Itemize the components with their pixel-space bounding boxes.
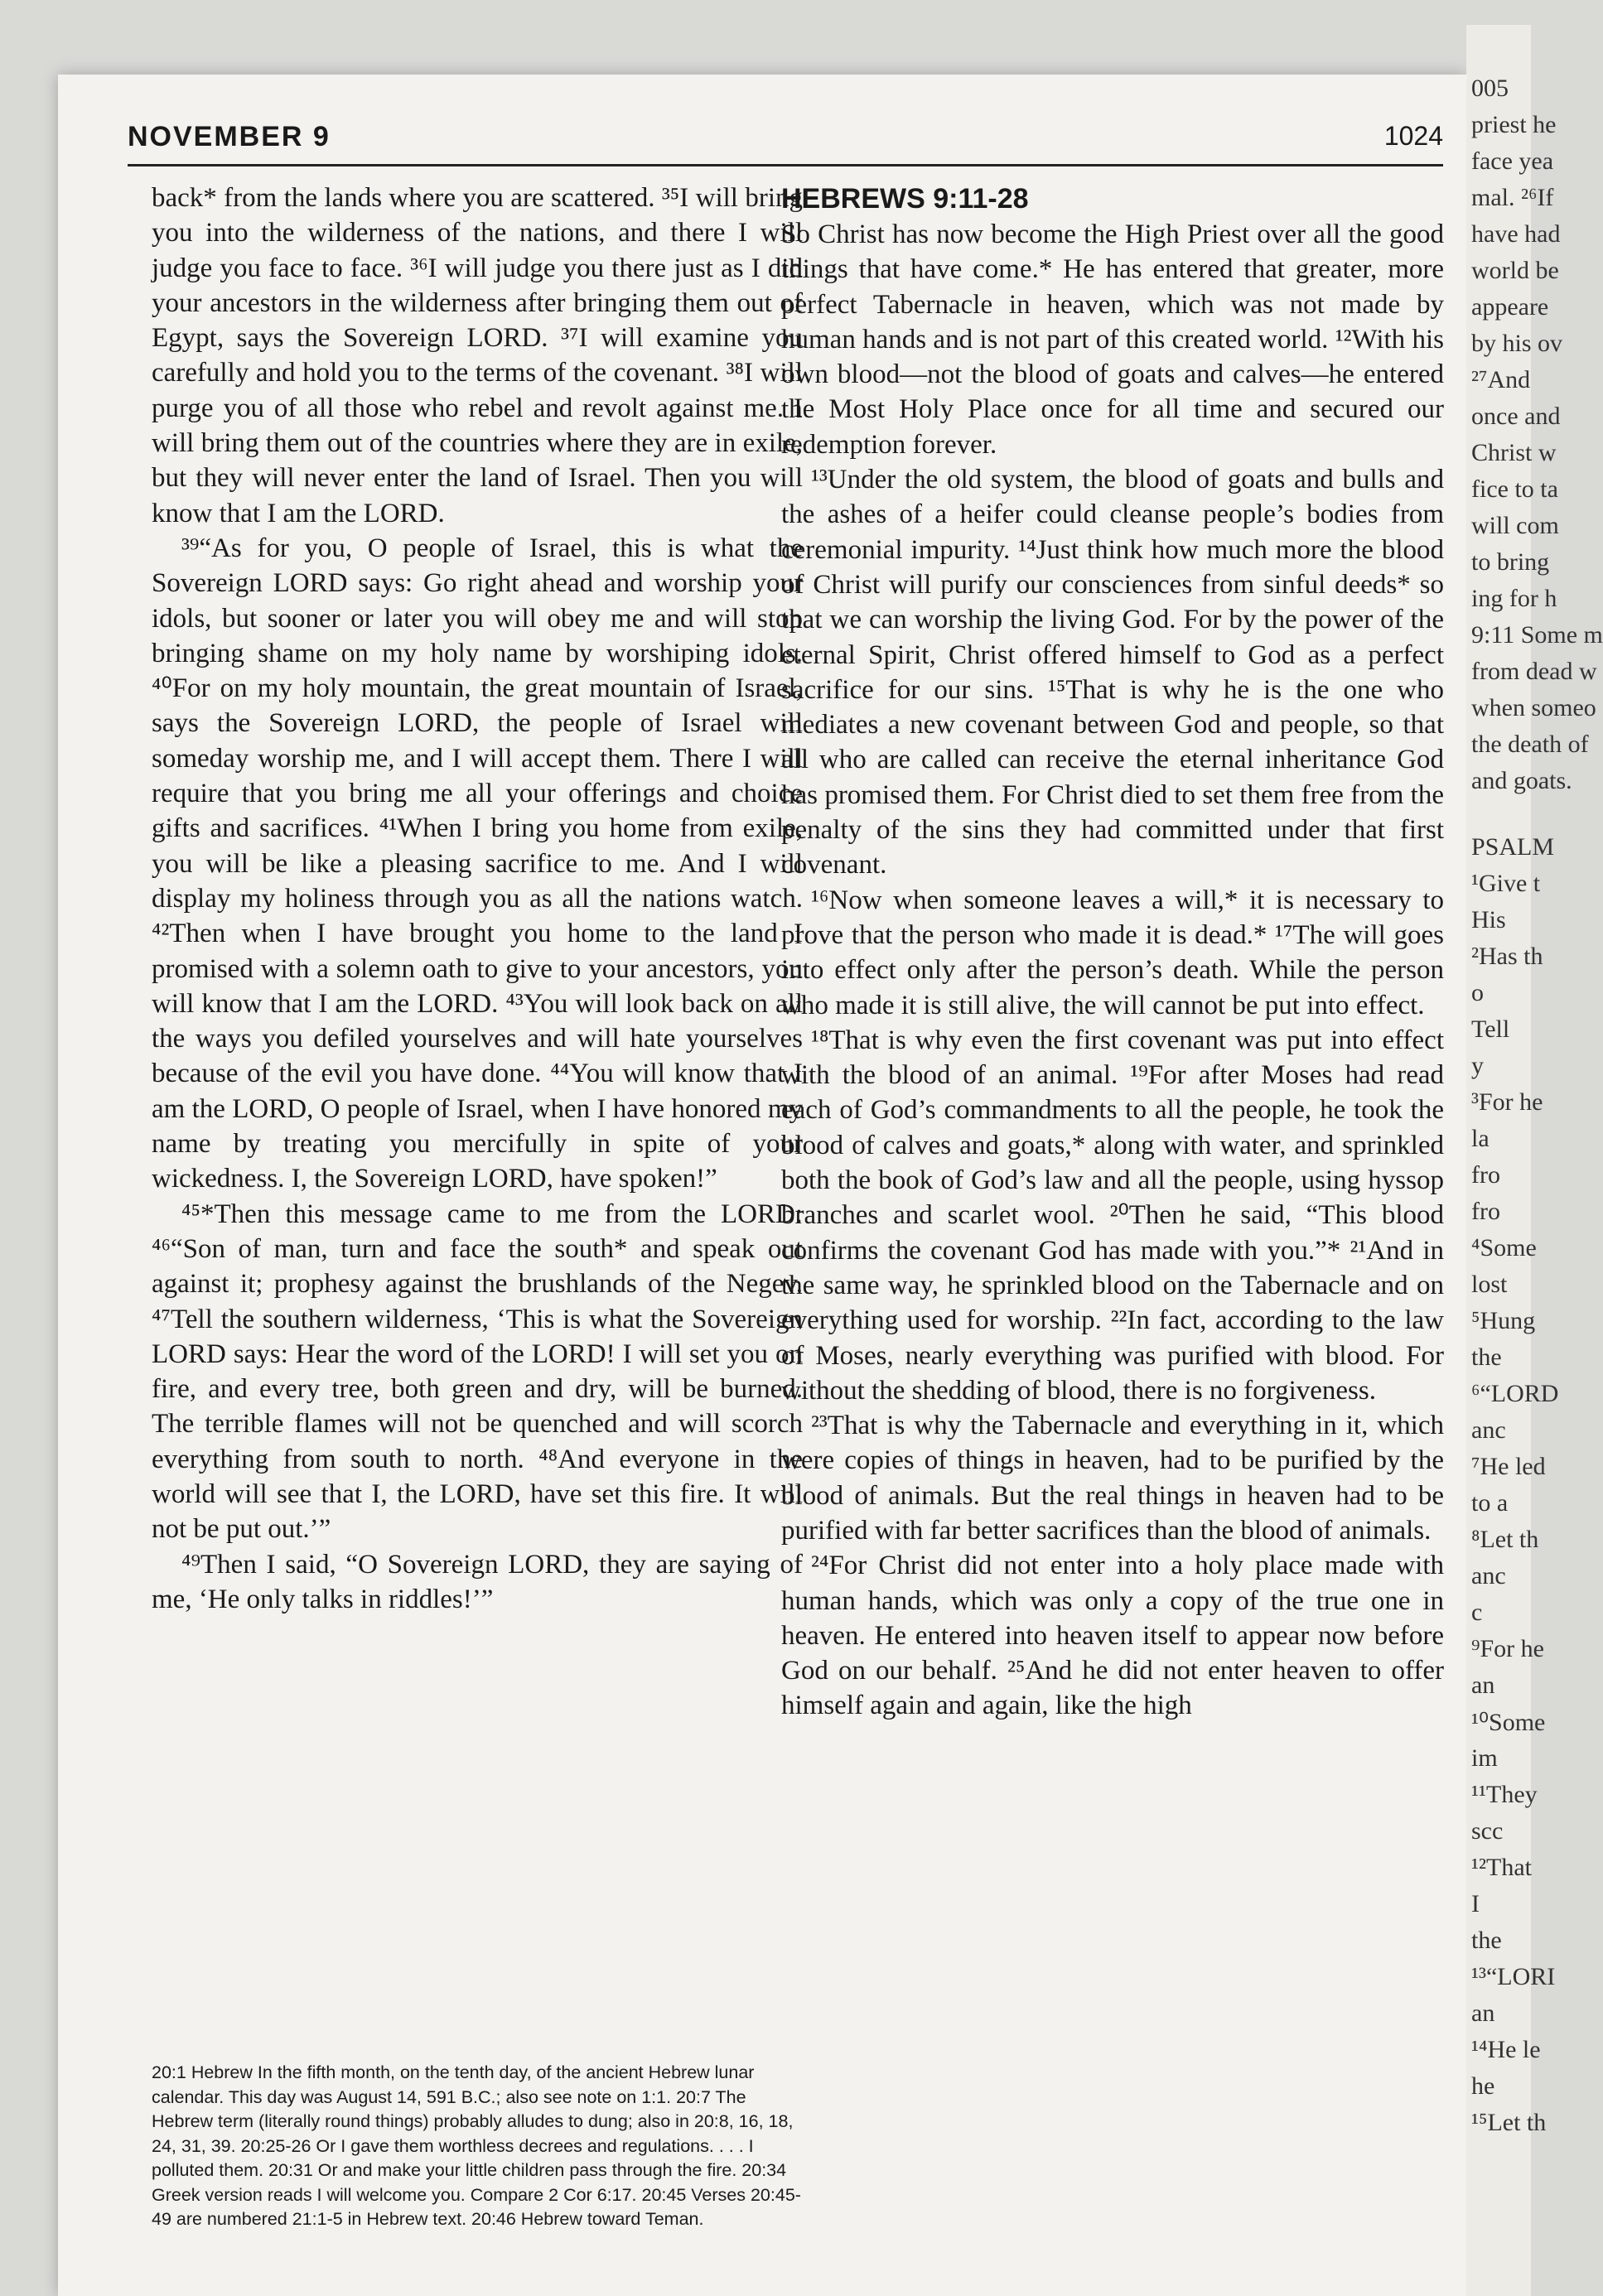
hebrews-paragraph-4: ¹⁸That is why even the first covenant was put into effect with the blood of an animal. ¹⁹For after Moses had read each of God’s commandments to all the people, he took the blood of calves and goats,* along with water, and sprinkled both the book of God’s law and all the people, using hyssop branches and scarlet wool. ²⁰Then he said, “This blood confirms the covenant God has made with you.”* ²¹And in the same way, he sprinkled blood on the Tabernacle and on everything used for worship. ²²In fact, according to the law of Moses, nearly everything was purified with blood. For without the shedding of blood, there is no forgiveness. (781, 1025, 1444, 1406)
next-page-fragment: he (1471, 2072, 1495, 2100)
next-page-fragment: the death of (1471, 731, 1589, 758)
next-page-fragment: to a (1471, 1489, 1509, 1517)
ezekiel-paragraph-4: ⁴⁹Then I said, “O Sovereign LORD, they are saying of me, ‘He only talks in riddles!’” (152, 1549, 803, 1614)
next-page-fragment: appeare (1471, 293, 1549, 321)
next-page-fragment: ¹³“LORI (1471, 1963, 1556, 1990)
footnotes-text: 20:1 Hebrew In the fifth month, on the tenth day, of the ancient Hebrew lunar calendar. This day was August 14, 591 B.C.; also see note on 1:1. 20:7 The Hebrew term (literally round things) probably alludes to dung; also in 20:8, 16, 18, 24, 31, 39. 20:25-26 Or I gave them worthless decrees and regulations. . . . I polluted them. 20:31 Or and make your little children pass through the fire. 20:34 Greek version reads I will welcome you. Compare 2 Cor 6:17. 20:45 Verses 20:45-49 are numbered 21:1-5 in Hebrew text. 20:46 Hebrew toward Teman. (152, 2062, 801, 2229)
next-page-fragment: y (1471, 1052, 1484, 1079)
next-page-fragment: la (1471, 1125, 1490, 1152)
next-page-fragment: ¹²That (1471, 1854, 1532, 1881)
next-page-fragment: and goats. (1471, 767, 1572, 794)
next-page-fragment: fice to ta (1471, 475, 1558, 503)
ezekiel-paragraph-3: ⁴⁵*Then this message came to me from the LORD: ⁴⁶“Son of man, turn and face the south* and speak out against it; prophesy against the brushlands of the Negev. ⁴⁷Tell the southern wilderness, ‘This is what the Sovereign LORD says: Hear the word of the LORD! I will set you on fire, and every tree, both green and dry, will be burned. The terrible flames will not be quenched and will scorch everything from south to north. ⁴⁸And everyone in the world will see that I, the LORD, have set this fire. It will not be put out.’” (152, 1199, 803, 1545)
left-column (152, 181, 803, 1617)
next-page-fragment: 9:11 Some m (1471, 621, 1603, 649)
page-number: 1024 (1383, 121, 1443, 151)
hebrews-paragraph-6: ²⁴For Christ did not enter into a holy place made with human hands, which was only a copy of the true one in heaven. He entered into heaven itself to appear now before God on our behalf. ²⁵And he did not enter heaven to offer himself again and again, like the high (781, 1551, 1444, 1721)
hebrews-paragraph-2: ¹³Under the old system, the blood of goats and bulls and the ashes of a heifer could cleanse people’s bodies from ceremonial impurity. ¹⁴Just think how much more the blood of Christ will purify our consciences from sinful deeds* so that we can worship the living God. For by the power of the eternal Spirit, Christ offered himself to God as a perfect sacrifice for our sins. ¹⁵That is why he is the one who mediates a new covenant between God and people, so that all who are called can receive the eternal inheritance God has promised them. For Christ died to set them free from the penalty of the sins they had committed under that first covenant. (781, 465, 1444, 880)
running-head-date: NOVEMBER 9 (128, 121, 331, 152)
next-page-fragment: have had (1471, 220, 1561, 248)
hebrews-paragraph-1: So Christ has now become the High Priest over all the good things that have come.* He has entered that greater, more perfect Tabernacle in heaven, which was not made by human hands and is not part of this created world. ¹²With his own blood—not the blood of goats and calves—he entered the Most Holy Place once for all time and secured our redemption forever. (781, 219, 1444, 460)
next-page-fragment: an (1471, 1999, 1495, 2027)
next-page-fragment: ³For he (1471, 1088, 1543, 1116)
next-page-fragment: Christ w (1471, 439, 1557, 466)
ezekiel-paragraph-2: ³⁹“As for you, O people of Israel, this is what the Sovereign LORD says: Go right ahead and worship your idols, but sooner or later you will obey me and will stop bringing shame on my holy name by worshiping idols. ⁴⁰For on my holy mountain, the great mountain of Israel, says the Sovereign LORD, the people of Israel will someday worship me, and I will accept them. There I will require that you bring me all your offerings and choice gifts and sacrifices. ⁴¹When I bring you home from exile, you will be like a pleasing sacrifice to me. And I will display my holiness through you as all the nations watch. ⁴²Then when I have brought you home to the land I promised with a solemn oath to give to your ancestors, you will know that I am the LORD. ⁴³You will look back on all the ways you defiled yourselves and will hate yourselves because of the evil you have done. ⁴⁴You will know that I am the LORD, O people of Israel, when I have honored my name by treating you mercifully in spite of your wickedness. I, the Sovereign LORD, have spoken!” (152, 533, 803, 1194)
next-page-fragment: ¹⁴He le (1471, 2036, 1541, 2063)
next-page-fragment: ⁷He led (1471, 1453, 1546, 1480)
next-page-fragment: 005 (1471, 75, 1509, 102)
next-page-fragment: I (1471, 1890, 1480, 1917)
next-page-fragment: ¹Give t (1471, 870, 1541, 897)
next-page-fragment: from dead w (1471, 658, 1597, 685)
next-page-fragment: ¹¹They (1471, 1781, 1538, 1808)
next-page-fragment: by his ov (1471, 330, 1563, 357)
next-page-fragment: ⁶“LORD (1471, 1380, 1559, 1407)
section-heading-hebrews: HEBREWS 9:11-28 (781, 183, 1029, 215)
hebrews-paragraph-3: ¹⁶Now when someone leaves a will,* it is necessary to prove that the person who made it is dead.* ¹⁷The will goes into effect only after the person’s death. While the person who made it is still alive, the will cannot be put into effect. (781, 885, 1444, 1020)
next-page-fragment: scc (1471, 1817, 1504, 1845)
next-page-fragment: ⁸Let th (1471, 1526, 1539, 1553)
book-page (58, 75, 1466, 2296)
next-page-fragment: im (1471, 1744, 1498, 1772)
footnotes (152, 2061, 803, 2232)
next-page-edge (1466, 25, 1603, 2296)
next-page-fragment: the (1471, 1927, 1502, 1954)
next-page-fragment: ⁹For he (1471, 1635, 1544, 1662)
ezekiel-paragraph-1: back* from the lands where you are scattered. ³⁵I will bring you into the wilderness of the nations, and there I will judge you face to face. ³⁶I will judge you there just as I did your ancestors in the wilderness after bringing them out of Egypt, says the Sovereign LORD. ³⁷I will examine you carefully and hold you to the terms of the covenant. ³⁸I will purge you of all those who rebel and revolt against me. I will bring them out of the countries where they are in exile, but they will never enter the land of Israel. Then you will know that I am the LORD. (152, 183, 803, 528)
next-page-fragment: o (1471, 979, 1484, 1006)
next-page-fragment: c (1471, 1599, 1483, 1626)
next-page-fragment: priest he (1471, 111, 1557, 138)
next-page-fragment: world be (1471, 257, 1559, 284)
next-page-fragment: face yea (1471, 147, 1554, 175)
next-page-fragment: will com (1471, 512, 1559, 539)
next-page-fragment: the (1471, 1343, 1502, 1371)
next-page-fragment: fro (1471, 1198, 1500, 1225)
next-page-fragment: ¹⁵Let th (1471, 2109, 1547, 2136)
next-page-fragment: ²Has th (1471, 943, 1543, 970)
next-page-fragment: ⁵Hung (1471, 1307, 1536, 1334)
next-page-fragment: lost (1471, 1271, 1508, 1298)
next-page-fragment: an (1471, 1671, 1495, 1699)
next-page-fragment: ⁴Some (1471, 1234, 1537, 1261)
next-page-fragment: when someo (1471, 694, 1596, 721)
next-page-fragment: to bring (1471, 548, 1550, 576)
hebrews-paragraph-5: ²³That is why the Tabernacle and everything in it, which were copies of things in heaven, had to be purified by the blood of animals. But the real things in heaven had to be purified with far better sacrifices than the blood of animals. (781, 1411, 1444, 1546)
next-page-fragment: anc (1471, 1562, 1506, 1589)
right-column (781, 181, 1444, 1724)
next-page-fragment: anc (1471, 1416, 1506, 1444)
next-page-fragment: once and (1471, 403, 1561, 430)
next-page-fragment: ²⁷And (1471, 366, 1531, 393)
next-page-fragment: ¹⁰Some (1471, 1709, 1546, 1736)
running-head (128, 114, 1443, 166)
next-page-fragment: mal. ²⁶If (1471, 184, 1554, 211)
next-page-fragment: Tell (1471, 1015, 1510, 1043)
next-page-fragment: PSALM (1471, 833, 1555, 861)
next-page-fragment: fro (1471, 1161, 1500, 1189)
next-page-fragment: His (1471, 906, 1506, 933)
next-page-fragment: ing for h (1471, 585, 1557, 612)
